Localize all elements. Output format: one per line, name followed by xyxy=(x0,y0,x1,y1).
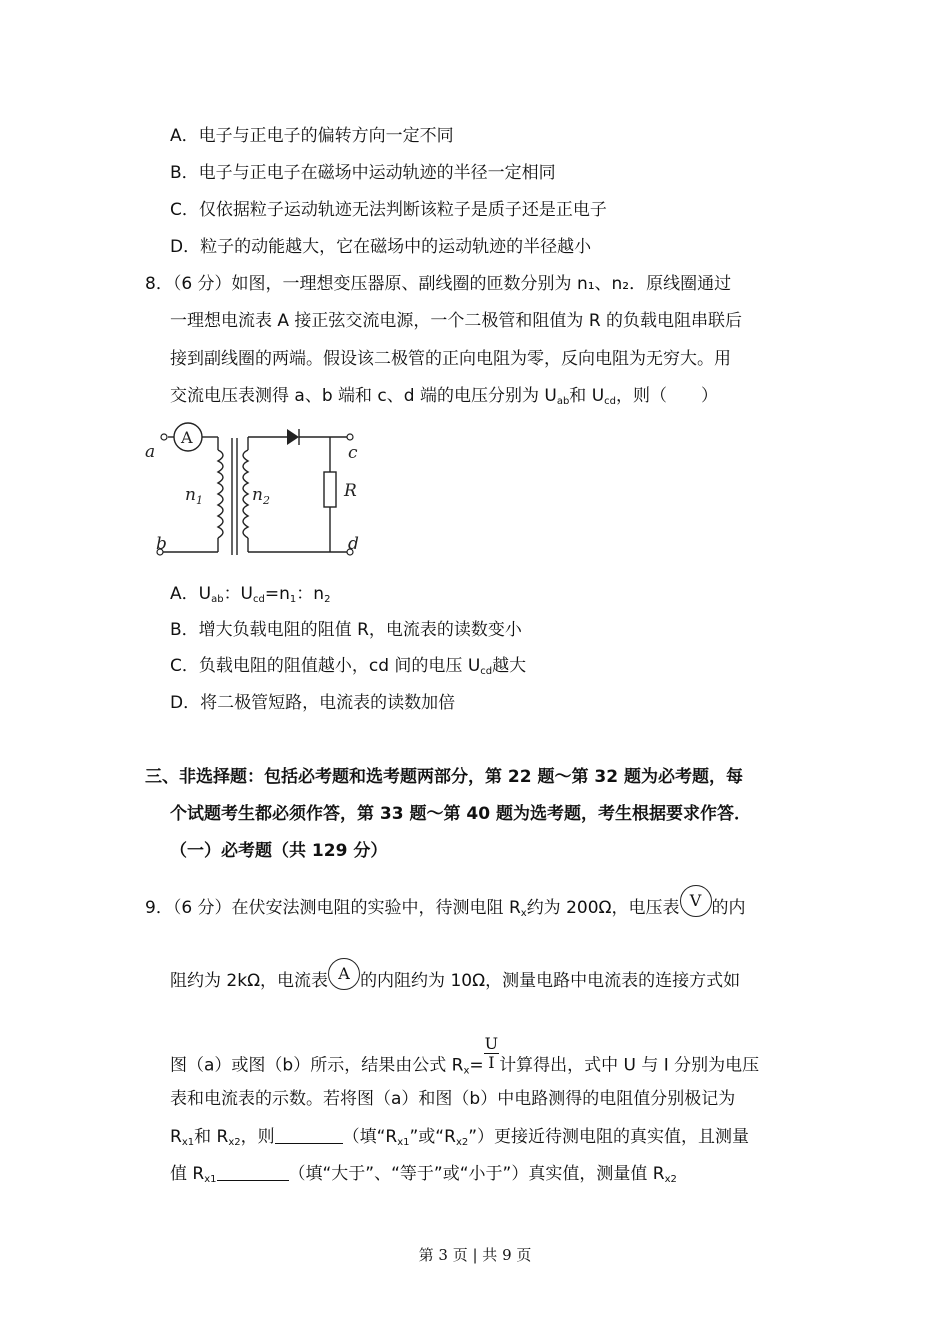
n2-label: $n_2$ xyxy=(252,485,270,507)
primary-coil xyxy=(218,450,223,538)
page-footer: 第 3 页 | 共 9 页 xyxy=(418,1246,532,1264)
transformer-circuit-diagram xyxy=(140,420,370,565)
q8-option-d: D．将二极管短路，电流表的读数加倍 xyxy=(170,693,456,713)
ammeter-label: A xyxy=(181,428,193,447)
terminal-d-label: d xyxy=(348,534,359,554)
answer-blank-2 xyxy=(217,1164,289,1181)
q8-stem-line-4: 交流电压表测得 a、b 端和 c、d 端的电压分别为 $U_{ab}$和 $U_{cd}$，则（ ） xyxy=(170,386,719,407)
resistor-label: R xyxy=(344,481,357,501)
diode-symbol xyxy=(287,429,299,445)
terminal-a-label: a xyxy=(145,442,156,462)
terminal-c-label: c xyxy=(348,443,358,463)
q9-stem-line-4: 表和电流表的示数。若将图（a）和图（b）中电路测得的电阻值分别极记为 xyxy=(170,1089,736,1109)
q9-stem-line-2: 阻约为 2kΩ，电流表 A 的内阻约为 10Ω，测量电路中电流表的连接方式如 xyxy=(170,968,740,1000)
q9-stem-line-3: 图（a）或图（b）所示，结果由公式 $R_x=$ $\frac{U}{I}$ 计算得出，式中 U 与 I 分别为电压 xyxy=(170,1034,760,1077)
secondary-coil xyxy=(243,450,248,538)
q8-option-b: B．增大负载电阻的阻值 R，电流表的读数变小 xyxy=(170,620,522,640)
answer-blank-1 xyxy=(275,1127,343,1144)
q9-stem-line-6: 值 $R_{x1}$ （填“大于”、“等于”或“小于”）真实值，测量值 $R_{x2}$ xyxy=(170,1164,677,1185)
section3-heading-line-2: 个试题考生都必须作答，第 33 题～第 40 题为选考题，考生根据要求作答． xyxy=(170,804,751,824)
q9-stem-line-1: 9．（6 分）在伏安法测电阻的实验中，待测电阻 $R_x$约为 200Ω，电压表 V 的内 xyxy=(145,895,746,927)
q8-option-c: C．负载电阻的阻值越小，cd 间的电压 $U_{cd}$越大 xyxy=(170,656,527,677)
q7-option-c: C．仅依据粒子运动轨迹无法判断该粒子是质子还是正电子 xyxy=(170,200,607,220)
q7-option-b: B．电子与正电子在磁场中运动轨迹的半径一定相同 xyxy=(170,163,556,183)
q9-stem-line-5: $R_{x1}$和 $R_{x2}$，则 （填“$R_{x1}$”或“$R_{x2}$”）更接近待测电阻的真实值，且测量 xyxy=(170,1127,750,1148)
q7-option-d: D．粒子的动能越大，它在磁场中的运动轨迹的半径越小 xyxy=(170,237,592,257)
q8-stem-line-2: 一理想电流表 A 接正弦交流电源，一个二极管和阻值为 R 的负载电阻串联后 xyxy=(170,311,743,331)
section3-subheading: （一）必考题（共 129 分） xyxy=(170,841,388,861)
terminal-b-label: b xyxy=(156,534,167,554)
voltmeter-symbol: V xyxy=(680,885,712,917)
n1-label: $n_1$ xyxy=(185,485,203,507)
q8-stem-line-3: 接到副线圈的两端。假设该二极管的正向电阻为零，反向电阻为无穷大。用 xyxy=(170,349,731,369)
formula-fraction: $\frac{U}{I}$ xyxy=(484,1034,499,1072)
section3-heading-line-1: 三、非选择题：包括必考题和选考题两部分，第 22 题～第 32 题为必考题，每 xyxy=(145,767,743,787)
q8-stem-line-1: 8．（6 分）如图，一理想变压器原、副线圈的匝数分别为 n₁、n₂．原线圈通过 xyxy=(145,274,732,294)
q7-option-a: A．电子与正电子的偏转方向一定不同 xyxy=(170,126,454,146)
ammeter-symbol: A xyxy=(328,958,360,990)
q8-option-a: A．$U_{ab}$：$U_{cd}=n_1$：$n_2$ xyxy=(170,584,331,605)
load-resistor xyxy=(324,472,336,507)
